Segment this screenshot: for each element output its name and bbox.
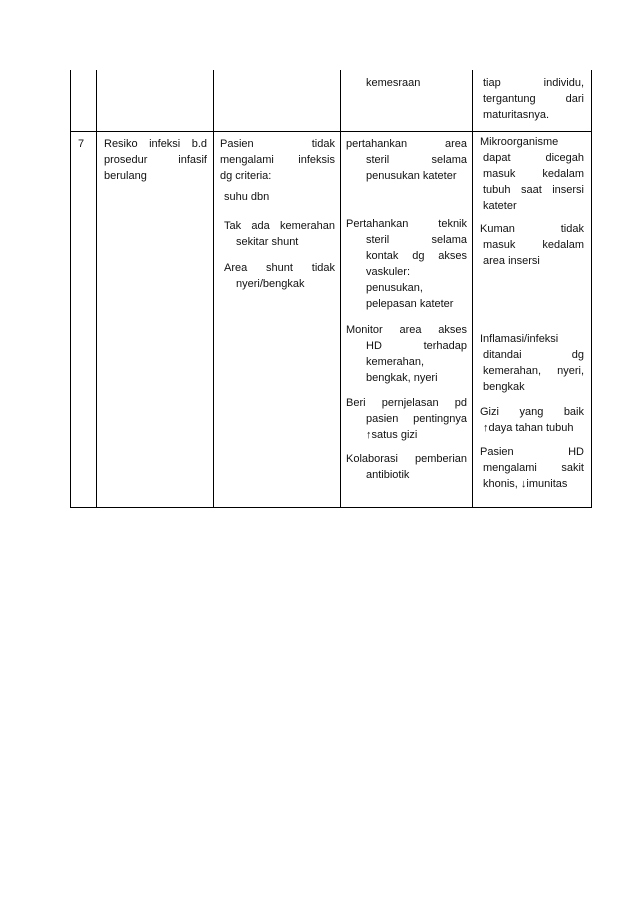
intervention-item: Kolaborasi pemberian antibiotik — [346, 453, 467, 481]
table-divider-3 — [340, 70, 341, 508]
table-border-bottom — [70, 507, 592, 508]
intervention-item: pertahankan area steril selama penusukan kateter — [346, 138, 467, 182]
goal-text: Pasien tidak mengalami infeksis dg criteria: — [220, 138, 335, 182]
criteria-item: Area shunt tidak nyeri/bengkak — [224, 262, 335, 290]
row-number: 7 — [78, 138, 85, 150]
rationale-item: Mikroorganisme dapat dicegah masuk kedalam tubuh saat insersi kateter — [480, 136, 584, 212]
rationale-item: Gizi yang baik ↑daya tahan tubuh — [480, 406, 584, 434]
criteria-item: Tak ada kemerahan sekitar shunt — [224, 220, 335, 248]
intervention-item: Monitor area akses HD terhadap kemerahan, bengkak, nyeri — [346, 324, 467, 384]
row-separator — [70, 131, 592, 132]
table-divider-4 — [472, 70, 473, 508]
table-divider-1 — [96, 70, 97, 508]
diagnosis-text: Resiko infeksi b.d prosedur infasif berulang — [104, 138, 207, 182]
rationale-item: Inflamasi/infeksi ditandai dg kemerahan, nyeri, bengkak — [480, 333, 584, 393]
top-row-intervention-text: kemesraan — [366, 77, 421, 89]
top-row-rationale-text: tiap individu, tergantung dari maturitasnya. — [483, 77, 584, 121]
rationale-item: Pasien HD mengalami sakit khonis, ↓imunitas — [480, 446, 584, 490]
intervention-item: Beri pernjelasan pd pasien pentingnya ↑satus gizi — [346, 397, 467, 441]
intervention-item: Pertahankan teknik steril selama kontak dg akses vaskuler: penusukan, pelepasan kateter — [346, 218, 467, 310]
table-divider-2 — [213, 70, 214, 508]
table-border-right — [591, 70, 592, 508]
table-border-left — [70, 70, 71, 508]
criteria-item: suhu dbn — [224, 191, 270, 203]
rationale-item: Kuman tidak masuk kedalam area insersi — [480, 223, 584, 267]
